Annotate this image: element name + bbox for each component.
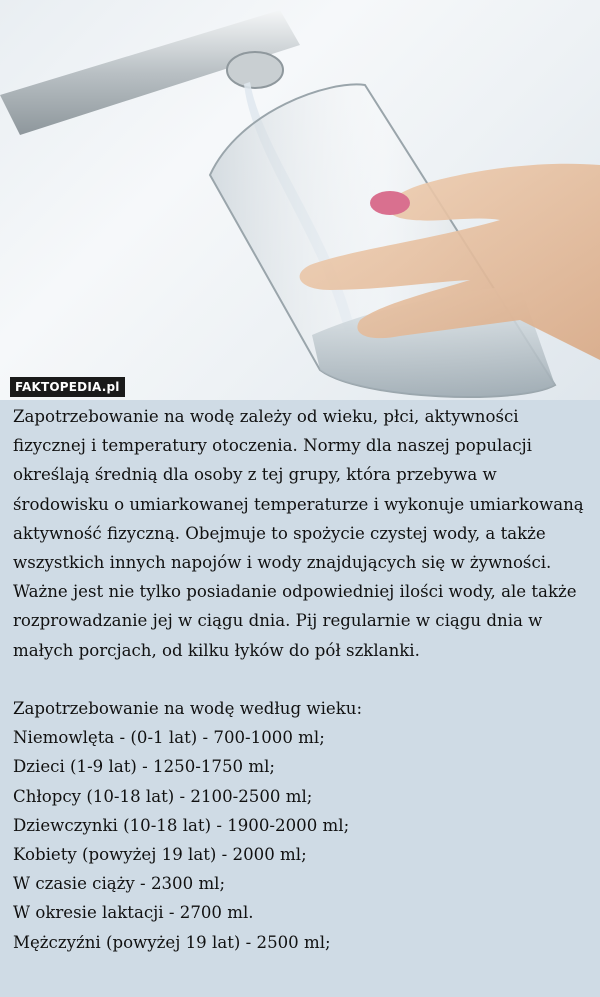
watermark-logo: FAKTOPEDIA.pl [10,377,125,397]
water-glass-photo [0,0,600,400]
list-item: W czasie ciąży - 2300 ml; [13,874,226,894]
fingernail [370,191,410,215]
article-text [0,400,600,957]
list-heading: Zapotrzebowanie na wodę według wieku: [13,699,363,719]
photo-illustration [0,0,600,400]
list-item: Chłopcy (10-18 lat) - 2100-2500 ml; [13,786,313,806]
paragraph-spacer [13,665,588,694]
list-item: Niemowlęta - (0-1 lat) - 700-1000 ml; [13,728,325,748]
list-item: Dzieci (1-9 lat) - 1250-1750 ml; [13,757,275,777]
list-item: Mężczyźni (powyżej 19 lat) - 2500 ml; [13,932,331,952]
list-item: Kobiety (powyżej 19 lat) - 2000 ml; [13,845,307,865]
list-item: W okresie laktacji - 2700 ml. [13,903,254,923]
intro-paragraph: Zapotrzebowanie na wodę zależy od wieku, płci, aktywności fizycznej i temperatury otoczenia. Normy dla naszej populacji określają średnią dla osoby z tej grupy, która przebywa w środowisku o umiarkowanej temperaturze i wykonuje umiarkowaną aktywność fizyczną. Obejmuje to spożycie czystej wody, a także wszystkich innych napojów i wody znajdujących się w żywności. Ważne jest nie tylko posiadanie odpowiedniej ilości wody, ale także rozprowadzanie jej w ciągu dnia. Pij regularnie w ciągu dnia w małych porcjach, od kilku łyków do pół szklanki. [13,407,584,660]
list-item: Dziewczynki (10-18 lat) - 1900-2000 ml; [13,815,350,835]
faucet-spout [227,52,283,88]
